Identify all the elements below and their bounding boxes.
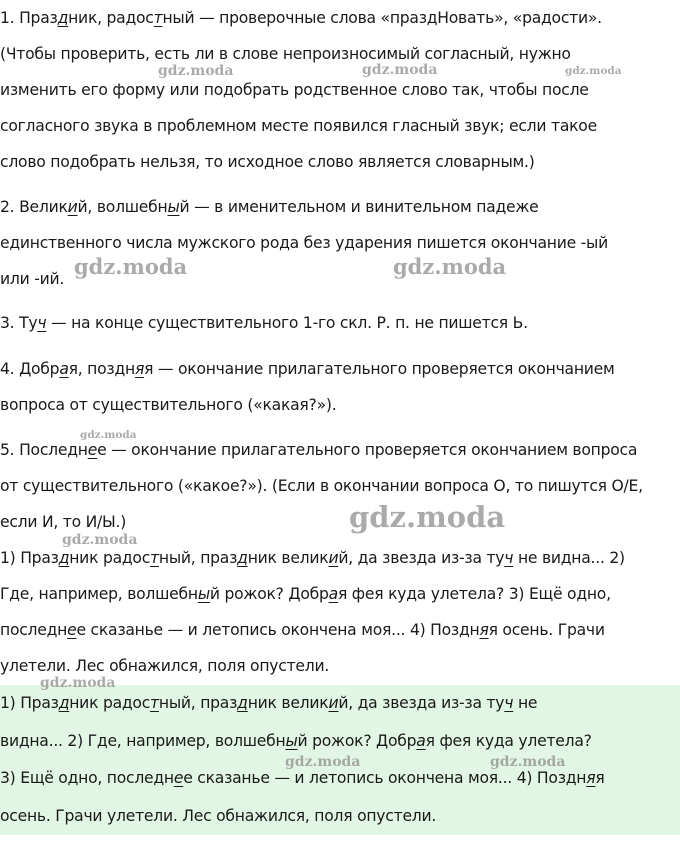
watermark: gdz.moda: [490, 754, 566, 770]
watermark: gdz.moda: [285, 754, 361, 770]
text-line: 1) Праздник радостный, праздник великий, да звезда из-за туч не: [0, 694, 538, 712]
watermark: gdz.moda: [349, 500, 506, 534]
watermark: gdz.moda: [40, 675, 116, 691]
paragraph-3: [0, 305, 680, 341]
text-line: 1. Праздник, радостный — проверочные слова «праздНовать», «радости».: [0, 9, 602, 27]
text-line: изменить его форму или подобрать родственное слово так, чтобы после: [0, 81, 589, 99]
text-line: 3. Туч — на конце существительного 1-го скл. Р. п. не пишется Ь.: [0, 314, 528, 332]
text-line: 1) Праздник радостный, праздник великий, да звезда из-за туч не видна... 2): [0, 549, 625, 567]
text-line: от существительного («какое?»). (Если в окончании вопроса О, то пишутся О/Е,: [0, 477, 643, 495]
paragraph-5: [0, 429, 680, 540]
watermark: gdz.moda: [393, 254, 507, 279]
watermark: gdz.moda: [74, 254, 188, 279]
text-line: 2. Великий, волшебный — в именительном и винительном падеже: [0, 198, 539, 216]
text-line: единственного числа мужского рода без ударения пишется окончание -ый: [0, 234, 608, 252]
answer-text: [0, 540, 680, 684]
text-line: последнее сказанье — и летопись окончена моя... 4) Поздняя осень. Грачи: [0, 621, 605, 639]
text-line: согласного звука в проблемном месте появился гласный звук; если такое: [0, 117, 597, 135]
text-line: 3) Ещё одно, последнее сказанье — и летопись окончена моя... 4) Поздняя: [0, 769, 605, 787]
paragraph-1: [0, 0, 680, 180]
watermark: gdz.moda: [80, 429, 137, 441]
text-line: если И, то И/Ы.): [0, 513, 127, 531]
watermark: gdz.moda: [362, 62, 438, 78]
watermark: gdz.moda: [62, 532, 138, 548]
highlighted-answer: [0, 685, 680, 835]
paragraph-2: [0, 189, 680, 297]
text-line: или -ий.: [0, 270, 65, 288]
text-line: 5. Последнее — окончание прилагательного проверяется окончанием вопроса: [0, 441, 638, 459]
text-line: видна... 2) Где, например, волшебный рожок? Добрая фея куда улетела?: [0, 731, 592, 750]
text-line: слово подобрать нельзя, то исходное слово является словарным.): [0, 153, 535, 171]
text-line: вопроса от существительного («какая?»).: [0, 396, 337, 414]
text-line: улетели. Лес обнажился, поля опустели.: [0, 657, 330, 675]
text-line: Где, например, волшебный рожок? Добрая фея куда улетела? 3) Ещё одно,: [0, 585, 611, 603]
watermark: gdz.moda: [158, 63, 234, 79]
text-line: 4. Добрая, поздняя — окончание прилагательного проверяется окончанием: [0, 360, 615, 378]
watermark: gdz.moda: [565, 65, 622, 77]
paragraph-4: [0, 351, 680, 423]
text-line: осень. Грачи улетели. Лес обнажился, поля опустели.: [0, 806, 437, 825]
text-line: (Чтобы проверить, есть ли в слове непроизносимый согласный, нужно: [0, 45, 571, 63]
